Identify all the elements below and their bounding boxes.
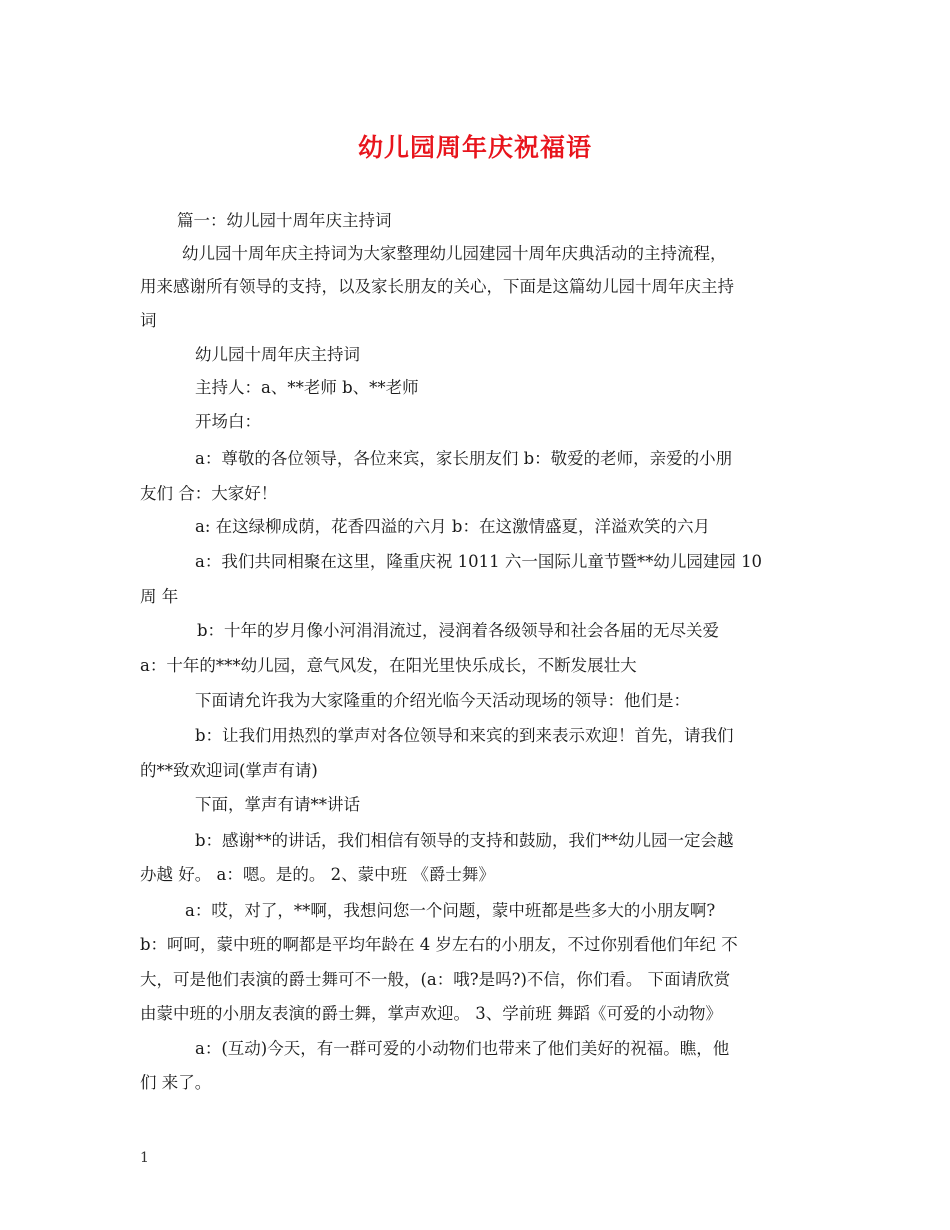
text-line: 下面请允许我为大家隆重的介绍光临今天活动现场的领导：他们是：: [195, 691, 690, 710]
text-line: b：呵呵，蒙中班的啊都是平均年龄在 4 岁左右的小朋友，不过你别看他们年纪 不: [140, 935, 738, 954]
text-line: a: 在这绿柳成荫，花香四溢的六月 b：在这激情盛夏，洋溢欢笑的六月: [195, 517, 710, 536]
text-line: a：哎，对了，**啊，我想问您一个问题，蒙中班都是些多大的小朋友啊?: [185, 901, 716, 920]
text-line: 幼儿园十周年庆主持词: [195, 345, 360, 364]
text-line: 词: [140, 311, 157, 330]
text-line: b：感谢**的讲话，我们相信有领导的支持和鼓励，我们**幼儿园一定会越: [195, 831, 734, 850]
text-line: b：让我们用热烈的掌声对各位领导和来宾的到来表示欢迎！首先，请我们: [195, 726, 734, 745]
text-line: 的**致欢迎词(掌声有请): [140, 761, 318, 780]
text-line: 下面，掌声有请**讲话: [195, 795, 360, 814]
text-line: 幼儿园十周年庆主持词为大家整理幼儿园建园十周年庆典活动的主持流程，: [182, 244, 727, 263]
document-title: 幼儿园周年庆祝福语: [357, 133, 592, 162]
text-line: a：十年的***幼儿园，意气风发，在阳光里快乐成长，不断发展壮大: [140, 656, 637, 675]
text-line: 由蒙中班的小朋友表演的爵士舞，掌声欢迎。 3、学前班 舞蹈《可爱的小动物》: [140, 1004, 722, 1023]
text-line: b：十年的岁月像小河涓涓流过，浸润着各级领导和社会各届的无尽关爱: [197, 621, 720, 640]
text-line: a：我们共同相聚在这里，隆重庆祝 1011 六一国际儿童节暨**幼儿园建园 10: [195, 552, 763, 571]
text-line: 大，可是他们表演的爵士舞可不一般，(a：哦?是吗?)不信，你们看。 下面请欣赏: [140, 970, 731, 989]
text-line: 用来感谢所有领导的支持，以及家长朋友的关心，下面是这篇幼儿园十周年庆主持: [140, 277, 734, 296]
text-line: 友们 合：大家好！: [140, 484, 278, 503]
text-line: 篇一：幼儿园十周年庆主持词: [177, 211, 392, 230]
text-line: a：(互动)今天，有一群可爱的小动物们也带来了他们美好的祝福。瞧，他: [195, 1039, 730, 1058]
text-line: 办越 好。 a：嗯。是的。 2、蒙中班 《爵士舞》: [140, 865, 495, 884]
text-line: a：尊敬的各位领导，各位来宾，家长朋友们 b：敬爱的老师，亲爱的小朋: [195, 449, 733, 468]
text-line: 周 年: [140, 587, 179, 606]
text-line: 开场白：: [195, 412, 261, 431]
text-line: 主持人：a、**老师 b、**老师: [195, 378, 419, 397]
text-line: 们 来了。: [140, 1073, 212, 1092]
page-number: 1: [140, 1150, 149, 1166]
